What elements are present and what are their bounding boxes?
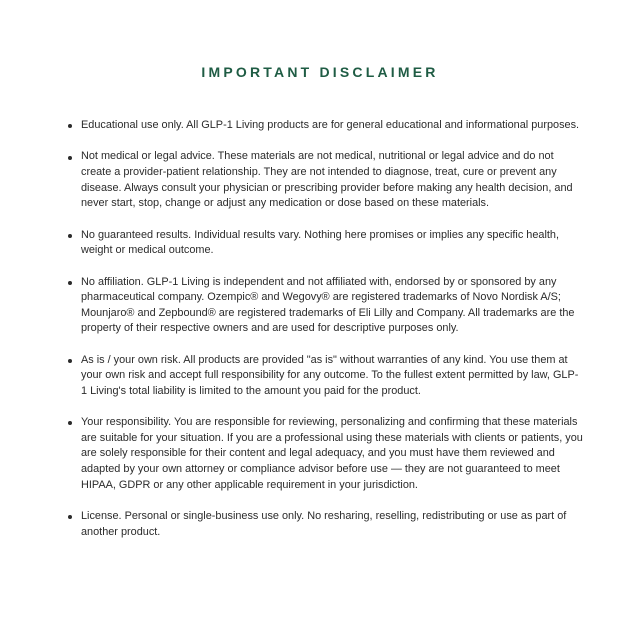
list-item-text: Your responsibility. You are responsible for reviewing, personalizing and confirming that these materials are suitable for your situation. If you are a professional using these materials with clients or patients, you are solely responsible for their content and legal adequacy, and you must have them reviewed and adapted by your own attorney or compliance advisor before use — they are not guaranteed to meet HIPAA, GDPR or any other applicable requirement in your jurisdiction. <box>81 416 583 491</box>
list-item-text: No guaranteed results. Individual results vary. Nothing here promises or implies any specific health, weight or medical outcome. <box>81 228 560 257</box>
list-item <box>64 118 584 134</box>
disclaimer-list <box>64 118 584 556</box>
list-item <box>64 415 584 493</box>
bullet-icon <box>68 421 72 425</box>
bullet-icon <box>68 281 72 285</box>
list-item <box>64 149 584 211</box>
list-item-text: Educational use only. All GLP-1 Living products are for general educational and informational purposes. <box>81 119 580 131</box>
list-item <box>64 509 584 540</box>
bullet-icon <box>68 156 72 160</box>
bullet-icon <box>68 359 72 363</box>
bullet-icon <box>68 124 72 128</box>
list-item <box>64 228 584 259</box>
list-item-text: No affiliation. GLP-1 Living is independent and not affiliated with, endorsed by or sponsored by any pharmaceutical company. Ozempic® and Wegovy® are registered trademarks of Novo Nordisk A/S; Mounjaro® and Zepbound® are registered trademarks of Eli Lilly and Company. All trademarks are the property of their respective owners and are used for descriptive purposes only. <box>81 275 575 335</box>
list-item-text: As is / your own risk. All products are provided "as is" without warranties of any kind. You use them at your own risk and accept full responsibility for any outcome. To the fullest extent permitted by law, GLP-1 Living's total liability is limited to the amount you paid for the product. <box>81 353 579 397</box>
bullet-icon <box>68 234 72 238</box>
list-item <box>64 353 584 400</box>
list-item-text: License. Personal or single-business use only. No resharing, reselling, redistributing or use as part of another product. <box>81 510 567 538</box>
page-title: IMPORTANT DISCLAIMER <box>201 64 439 80</box>
list-item <box>64 275 584 337</box>
bullet-icon <box>68 515 72 519</box>
list-item-text: Not medical or legal advice. These materials are not medical, nutritional or legal advice and do not create a provider-patient relationship. They are not intended to diagnose, treat, cure or prevent any disease. Always consult your physician or prescribing provider before making any health decision, and never start, stop, change or adjust any medication or dose based on these materials. <box>81 150 573 210</box>
